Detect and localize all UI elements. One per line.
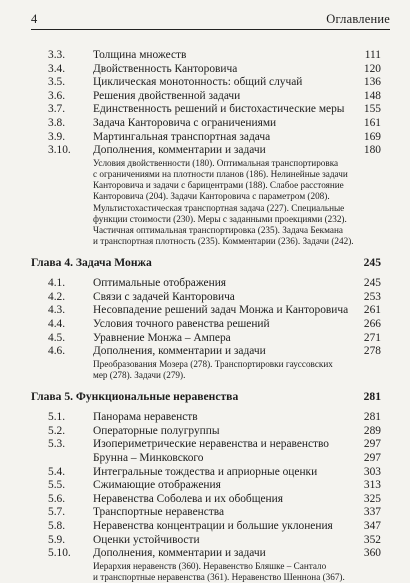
toc-entry[interactable]: [0, 534, 410, 548]
toc-entry[interactable]: [0, 506, 410, 520]
section-page: 325: [363, 492, 381, 505]
section-title: Задача Канторовича с ограничениями: [93, 116, 277, 129]
section-number: 3.5.: [48, 76, 66, 89]
subtopics-line: Канторовича и задачи с барицентрами (188). Слабое расстояние: [93, 180, 344, 191]
section-title: Оптимальные отображения: [93, 277, 227, 290]
toc-entry[interactable]: [0, 332, 410, 346]
section-page: 148: [363, 89, 381, 102]
section-title: Дополнения, комментарии и задачи: [93, 547, 266, 560]
chapter-page: 245: [363, 256, 381, 270]
section-number: 5.7.: [48, 506, 66, 519]
subtopics-line: и транспортная плотность (235). Комментарии (236). Задачи (242).: [93, 236, 354, 247]
toc-entry[interactable]: [0, 425, 410, 439]
spacer: [0, 404, 410, 411]
section-number: 5.10.: [48, 547, 71, 560]
toc-entry[interactable]: [0, 291, 410, 305]
spacer: [0, 247, 410, 256]
chapter-page: 281: [363, 390, 381, 404]
section-number: 5.1.: [48, 411, 66, 424]
section-title: Несовпадение решений задач Монжа и Канторовича: [93, 304, 349, 317]
section-title: Решения двойственной задачи: [93, 89, 241, 102]
section-number: 4.6.: [48, 345, 66, 358]
section-title: Оценки устойчивости: [93, 533, 200, 546]
section-page: 253: [363, 290, 381, 303]
toc-entry[interactable]: [0, 76, 410, 90]
section-page: 245: [363, 277, 381, 290]
subtopics-line: Мультистохастическая транспортная задача (227). Специальные: [93, 202, 345, 213]
section-title: Толщина множеств: [93, 49, 187, 61]
section-page: 261: [363, 304, 381, 317]
section-number: 3.4.: [48, 62, 66, 75]
section-number: 5.2.: [48, 424, 66, 437]
chapter-title: Глава 4. Задача Монжа: [31, 256, 152, 270]
section-page: 136: [363, 76, 381, 89]
toc-entry[interactable]: [0, 144, 410, 158]
subtopics-line: мер (278). Задачи (279).: [93, 370, 186, 380]
toc-entry[interactable]: [0, 318, 410, 332]
toc-entry-continuation[interactable]: [0, 452, 410, 466]
toc-entry[interactable]: [0, 479, 410, 493]
subtopics-line: Иерархия неравенств (360). Неравенство Бляшке – Сантало: [93, 560, 327, 571]
toc-entry[interactable]: [0, 520, 410, 534]
section-number: 3.3.: [48, 49, 66, 61]
toc-entry[interactable]: [0, 547, 410, 561]
toc-subentry: [0, 572, 410, 583]
section-page: 303: [363, 465, 381, 478]
subtopics-line: Преобразования Мозера (278). Транспортировки гауссовских: [93, 358, 333, 369]
section-title: Уравнение Монжа – Ампера: [93, 331, 231, 344]
section-page: 347: [363, 519, 381, 532]
toc-subentry: [0, 359, 410, 370]
toc-entry[interactable]: [0, 63, 410, 77]
section-title: Интегральные тождества и априорные оценки: [93, 465, 318, 478]
section-number: 3.9.: [48, 130, 66, 143]
section-number: 5.9.: [48, 533, 66, 546]
section-number: 3.6.: [48, 89, 66, 102]
section-number: 5.4.: [48, 465, 66, 478]
subtopics-line: Канторовича (204). Задачи Канторовича с параметром (208).: [93, 191, 330, 202]
toc-subentry: [0, 561, 410, 572]
section-title: Двойственность Канторовича: [93, 62, 238, 75]
section-number: 5.3.: [48, 438, 66, 451]
section-title: Операторные полугруппы: [93, 424, 220, 437]
toc-entry[interactable]: [0, 277, 410, 291]
section-number: 3.10.: [48, 144, 71, 157]
section-title: Циклическая монотонность: общий случай: [93, 76, 303, 89]
toc-subentry: [0, 236, 410, 247]
section-number: 5.5.: [48, 479, 66, 492]
section-number: 3.7.: [48, 103, 66, 116]
subtopics-line: с ограничениями на плотности планов (186). Нелинейные задачи: [93, 168, 348, 179]
section-number: 5.6.: [48, 492, 66, 505]
section-number: 4.5.: [48, 331, 66, 344]
toc-entry[interactable]: [0, 493, 410, 507]
subtopics-line: Частичная оптимальная транспортировка (235). Задача Бекмана: [93, 224, 343, 235]
section-title: Дополнения, комментарии и задачи: [93, 345, 266, 358]
section-page: 297: [363, 451, 381, 464]
section-page: 169: [363, 130, 381, 143]
section-page: 180: [363, 144, 381, 157]
section-title: Неравенства Соболева и их обобщения: [93, 492, 283, 505]
section-title: Брунна – Минковского: [93, 451, 204, 464]
toc-subentry: [0, 191, 410, 202]
section-page: 337: [363, 506, 381, 519]
toc-subentry: [0, 203, 410, 214]
section-title: Связи с задачей Канторовича: [93, 290, 235, 303]
section-title: Дополнения, комментарии и задачи: [93, 144, 266, 157]
toc-subentry: [0, 214, 410, 225]
section-page: 271: [363, 331, 381, 344]
toc-entry[interactable]: [0, 90, 410, 104]
section-number: 5.8.: [48, 519, 66, 532]
toc-subentry: [0, 370, 410, 381]
page-header: [31, 8, 390, 30]
toc-entry[interactable]: [0, 411, 410, 425]
toc-entry[interactable]: [0, 117, 410, 131]
toc-entry[interactable]: [0, 103, 410, 117]
section-page: 352: [363, 533, 381, 546]
toc-subentry: [0, 158, 410, 169]
toc-entry[interactable]: [0, 345, 410, 359]
section-number: 4.1.: [48, 277, 66, 290]
toc-entry[interactable]: [0, 438, 410, 452]
section-page: 111: [364, 49, 381, 61]
toc-subentry: [0, 169, 410, 180]
toc-entry[interactable]: [0, 304, 410, 318]
section-page: 281: [363, 411, 381, 424]
chapter-heading[interactable]: [0, 390, 410, 404]
section-title: Неравенства концентрации и большие уклонения: [93, 519, 333, 532]
section-page: 360: [363, 547, 381, 560]
section-number: 3.8.: [48, 116, 66, 129]
toc-subentry: [0, 225, 410, 236]
subtopics-line: и транспортные неравенства (361). Неравенство Шеннона (367).: [93, 571, 345, 582]
subtopics-line: функции стоимости (230). Меры с заданными проекциями (232).: [93, 213, 347, 224]
section-page: 266: [363, 318, 381, 331]
section-title: Изопериметрические неравенства и неравенство: [93, 438, 329, 451]
running-head: Оглавление: [326, 12, 390, 26]
section-number: 4.4.: [48, 318, 66, 331]
section-page: 313: [363, 479, 381, 492]
section-page: 289: [363, 424, 381, 437]
section-title: Транспортные неравенства: [93, 506, 225, 519]
spacer: [0, 381, 410, 390]
toc-entry[interactable]: [0, 466, 410, 480]
toc-entry[interactable]: [0, 49, 410, 63]
section-page: 297: [363, 438, 381, 451]
toc-entry[interactable]: [0, 131, 410, 145]
spacer: [0, 270, 410, 277]
subtopics-line: Условия двойственности (180). Оптимальная транспортировка: [93, 157, 339, 168]
chapter-heading[interactable]: [0, 256, 410, 270]
page-number: 4: [31, 12, 38, 26]
chapter-title: Глава 5. Функциональные неравенства: [31, 390, 239, 404]
section-number: 4.2.: [48, 290, 66, 303]
toc-subentry: [0, 180, 410, 191]
section-title: Панорама неравенств: [93, 411, 198, 424]
section-title: Условия точного равенства решений: [93, 318, 270, 331]
section-page: 278: [363, 345, 381, 358]
section-page: 161: [363, 116, 381, 129]
section-page: 155: [363, 103, 381, 116]
table-of-contents: [0, 30, 410, 583]
section-title: Единственность решений и бистохастические меры: [93, 103, 345, 116]
section-number: 4.3.: [48, 304, 66, 317]
section-page: 120: [363, 62, 381, 75]
section-title: Мартингальная транспортная задача: [93, 130, 271, 143]
section-title: Сжимающие отображения: [93, 479, 221, 492]
